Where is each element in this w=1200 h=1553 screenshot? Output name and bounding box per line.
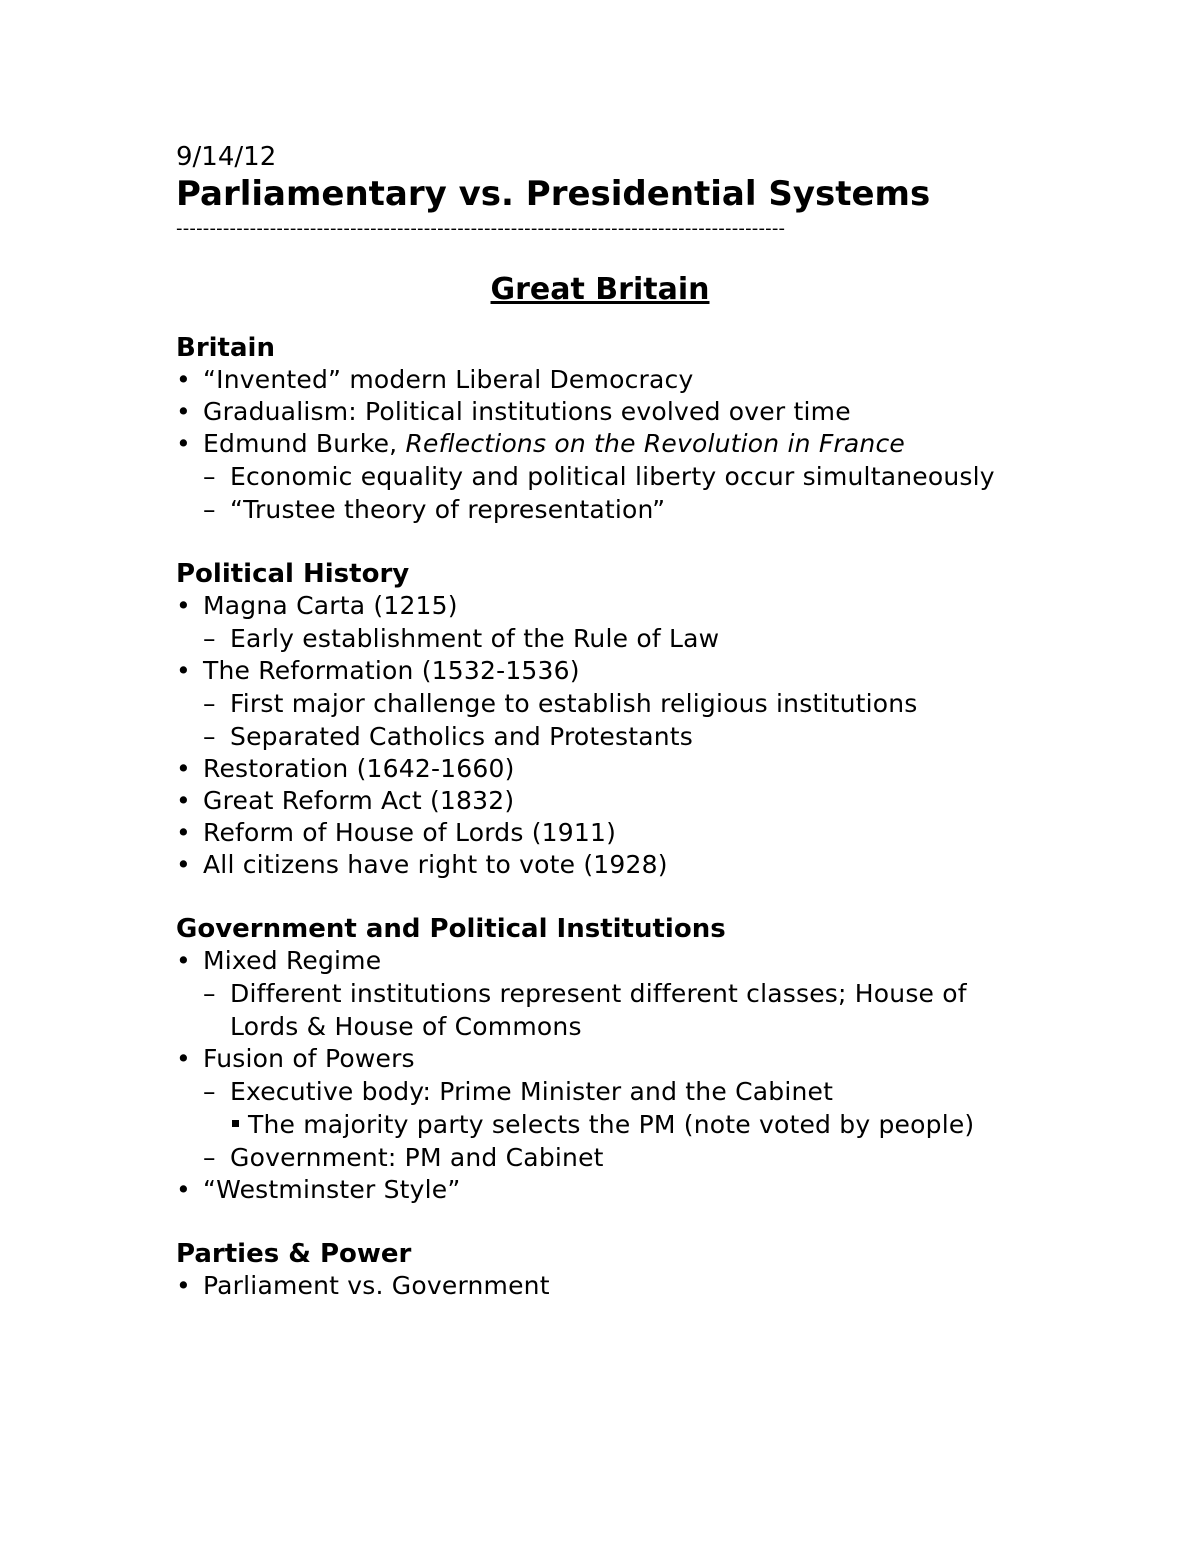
list-item: • Reform of House of Lords (1911) (176, 818, 617, 847)
parties-section (176, 1238, 1026, 1302)
square-bullet-icon (232, 1120, 239, 1127)
dash-icon: – (203, 1077, 216, 1106)
dash-icon: – (203, 624, 216, 653)
list-item: • Magna Carta (1215) (176, 591, 458, 620)
dash-icon: – (203, 1143, 216, 1172)
sub-list-item: – Different institutions represent different classes; House of Lords & House of Commons (203, 979, 967, 1041)
list-item: • The Reformation (1532-1536) (176, 656, 580, 685)
list-item: • Gradualism: Political institutions evolved over time (176, 397, 851, 426)
list-item: • Edmund Burke, Reflections on the Revolution in France (176, 429, 905, 458)
section-title: Great Britain (490, 272, 710, 307)
bullet-icon: • (176, 397, 191, 426)
bullet-icon: • (176, 1271, 191, 1300)
bullet-icon: • (176, 946, 191, 975)
sub-list-item: – Economic equality and political liberty occur simultaneously (203, 462, 995, 491)
list-item: • All citizens have right to vote (1928) (176, 850, 668, 879)
title-divider: ------------------------------------------------------------------------------------------- (176, 218, 786, 239)
book-title: Reflections on the Revolution in France (405, 429, 905, 458)
document-date: 9/14/12 (176, 142, 277, 172)
parties-heading: Parties & Power (176, 1239, 412, 1269)
bullet-icon: • (176, 591, 191, 620)
bullet-icon: • (176, 1175, 191, 1204)
government-section (176, 913, 1026, 1206)
list-item: • Restoration (1642-1660) (176, 754, 515, 783)
dash-icon: – (203, 689, 216, 718)
bullet-icon: • (176, 656, 191, 685)
sub-list-item: – Government: PM and Cabinet (203, 1143, 604, 1172)
bullet-icon: • (176, 786, 191, 815)
government-list (176, 945, 1026, 1206)
bullet-icon: • (176, 365, 191, 394)
list-item: • Great Reform Act (1832) (176, 786, 515, 815)
list-item: • “Invented” modern Liberal Democracy (176, 365, 694, 394)
sub-list-item: – Early establishment of the Rule of Law (203, 624, 720, 653)
parties-list (176, 1270, 1026, 1302)
sub-list-item: – “Trustee theory of representation” (203, 495, 666, 524)
dash-icon: – (203, 495, 216, 524)
bullet-icon: • (176, 1044, 191, 1073)
document-page (176, 140, 1026, 1302)
bullet-icon: • (176, 850, 191, 879)
sub-list-item: – Executive body: Prime Minister and the Cabinet (203, 1077, 834, 1106)
bullet-icon: • (176, 429, 191, 458)
list-item: • “Westminster Style” (176, 1175, 461, 1204)
britain-heading: Britain (176, 333, 275, 363)
bullet-icon: • (176, 818, 191, 847)
dash-icon: – (203, 462, 216, 491)
dash-icon: – (203, 979, 216, 1008)
britain-section (176, 332, 1026, 526)
list-item: • Fusion of Powers (176, 1044, 415, 1073)
political-history-heading: Political History (176, 559, 410, 589)
bullet-icon: • (176, 754, 191, 783)
government-heading: Government and Political Institutions (176, 914, 726, 944)
political-history-list (176, 590, 1026, 881)
sub-sub-list-item: The majority party selects the PM (note voted by people) (176, 1108, 1026, 1141)
sub-list-item: – Separated Catholics and Protestants (203, 722, 694, 751)
dash-icon: – (203, 722, 216, 751)
list-item: • Parliament vs. Government (176, 1271, 550, 1300)
document-title: Parliamentary vs. Presidential Systems (176, 174, 931, 214)
political-history-section (176, 558, 1026, 881)
list-item: • Mixed Regime (176, 946, 382, 975)
britain-list (176, 364, 1026, 526)
sub-list-item: – First major challenge to establish religious institutions (203, 689, 918, 718)
